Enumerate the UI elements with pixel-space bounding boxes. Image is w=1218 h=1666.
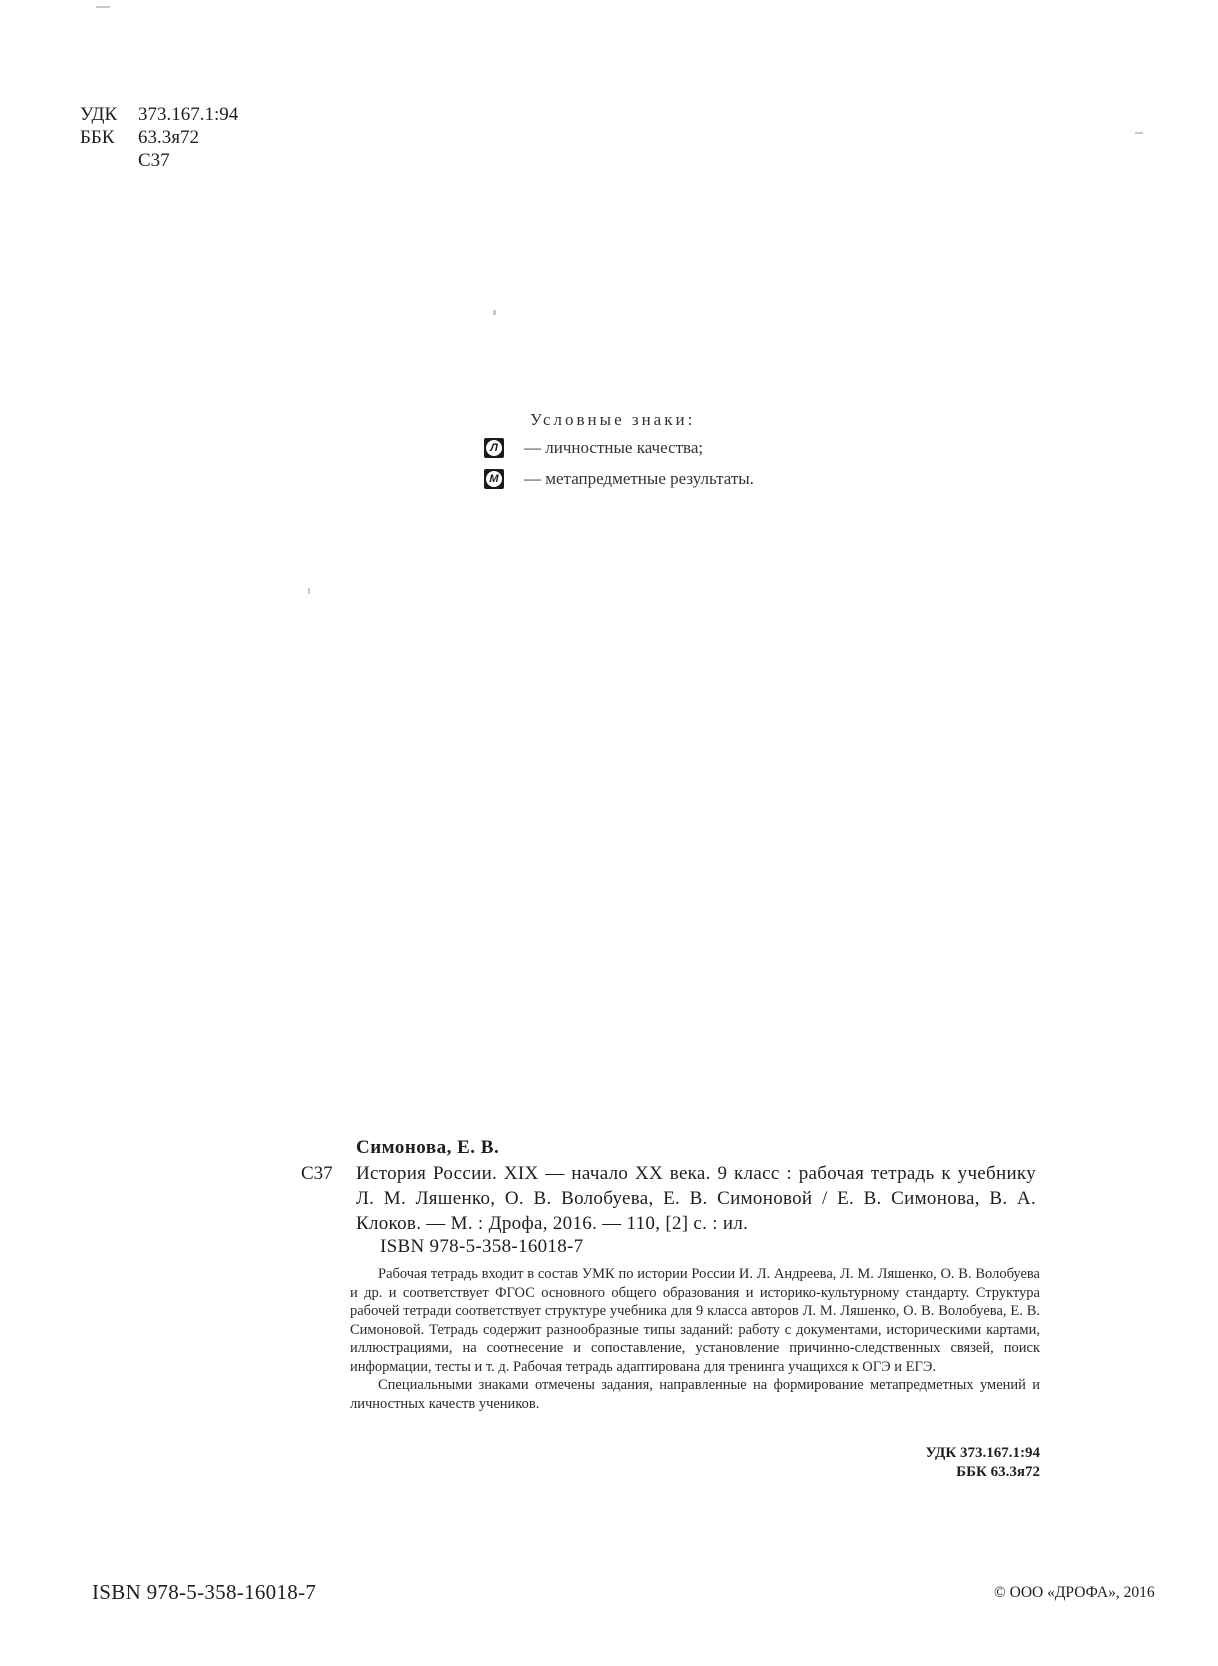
scan-speck [308, 588, 310, 594]
record-bbk: ББК 63.3я72 [956, 1464, 1040, 1480]
footer-copyright: © ООО «ДРОФА», 2016 [994, 1584, 1155, 1601]
annotation-paragraph: Рабочая тетрадь входит в состав УМК по истории России И. Л. Андреева, Л. М. Ляшенко, О. В. Волобуева и др. и соответствует ФГОС основного общего образования и историко-культурному стандарту. Структура рабочей тетради соответствует структуре учебника для 9 класса авторов Л. М. Ляшенко, О. В. Волобуева, Е. В. Симоновой. Тетрадь содержит разнообразные типы заданий: работу с документами, историческими картами, иллюстрациями, на соотнесение и сопоставление, установление причинно-следственных связей, поиск информации, тесты и т. д. Рабочая тетрадь адаптирована для тренинга учащихся к ОГЭ и ЕГЭ. [350, 1266, 1040, 1375]
legend-item-personal [484, 437, 703, 458]
bbk-label: ББК [80, 127, 115, 148]
bbk-value: 63.3я72 [138, 127, 199, 148]
udk-value: 373.167.1:94 [138, 104, 239, 125]
bbk-row [80, 127, 199, 149]
annotation-paragraph: Специальными знаками отмечены задания, направленные на формирование метапредметных умений и личностных качеств учеников. [350, 1377, 1040, 1412]
legend-item-meta [484, 468, 754, 489]
scan-speck [493, 310, 496, 315]
legend-title: Условные знаки: [530, 410, 696, 429]
legend-item-text: — личностные качества; [524, 438, 704, 458]
record-description: История России. XIX — начало XX века. 9 класс : рабочая тетрадь к учебнику Л. М. Ляшенко, О. В. Волобуева, Е. В. Симоновой / Е. В. Симонова, В. А. Клоков. — М. : Дрофа, 2016. — 110, [2] с. : ил. [356, 1163, 1036, 1234]
footer-isbn: ISBN 978-5-358-16018-7 [92, 1580, 317, 1604]
record-classification [926, 1444, 1040, 1482]
record-udk: УДК 373.167.1:94 [925, 1445, 1040, 1461]
scan-speck [1135, 132, 1143, 134]
annotation [350, 1265, 1040, 1413]
record-code: С37 [301, 1163, 333, 1184]
record-author: Симонова, Е. В. [356, 1137, 500, 1158]
legend-item-text: — метапредметные результаты. [524, 469, 754, 489]
circled-letter-m-icon: М [484, 469, 504, 489]
author-code-top: С37 [138, 150, 170, 171]
scan-speck [96, 6, 110, 8]
udk-label: УДК [80, 104, 118, 125]
circled-letter-l-icon: Л [484, 438, 504, 458]
udk-row [80, 104, 238, 126]
record-isbn: ISBN 978-5-358-16018-7 [380, 1236, 584, 1257]
